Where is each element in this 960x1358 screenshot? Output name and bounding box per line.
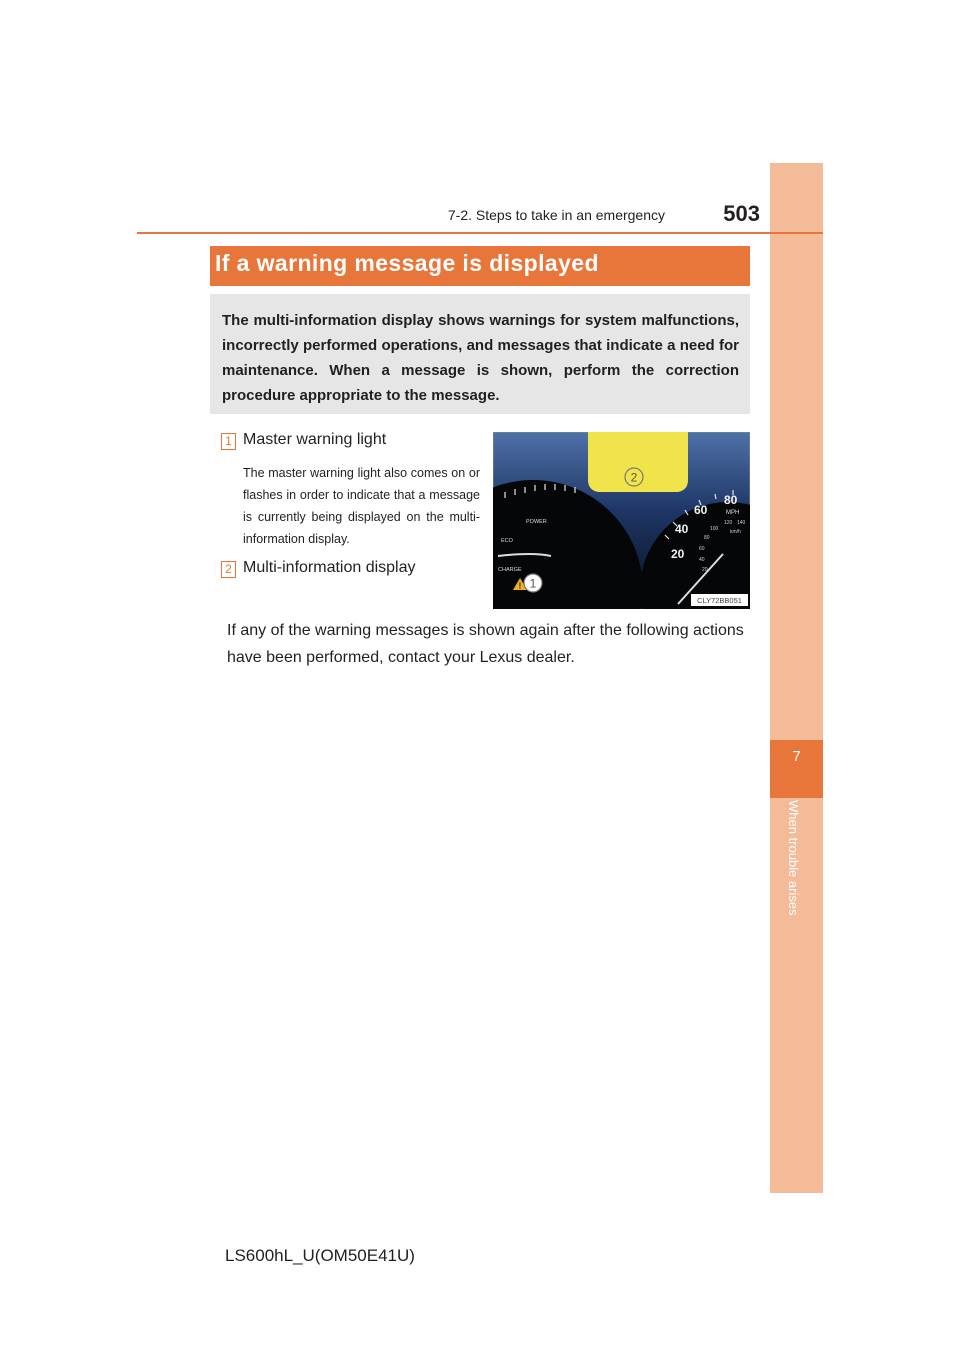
warning-exclamation: ! bbox=[518, 581, 522, 591]
kmh-tick-20: 20 bbox=[702, 567, 708, 573]
illustration-code: CLY72BB051 bbox=[697, 596, 742, 605]
callout-2-label: 2 bbox=[630, 470, 638, 485]
footer-model-code: LS600hL_U(OM50E41U) bbox=[225, 1246, 415, 1265]
label-power: POWER bbox=[526, 519, 547, 525]
mph-tick-20: 20 bbox=[671, 547, 685, 561]
section-header: 7-2. Steps to take in an emergency bbox=[447, 207, 665, 223]
page-title: If a warning message is displayed bbox=[215, 250, 599, 276]
mph-tick-40: 40 bbox=[675, 522, 689, 536]
label-kmh: km/h bbox=[730, 529, 741, 535]
kmh-tick-80: 80 bbox=[704, 535, 710, 541]
kmh-tick-120: 120 bbox=[724, 520, 733, 526]
callout-1-label: 1 bbox=[529, 576, 537, 591]
multi-information-display-area bbox=[588, 432, 688, 492]
chapter-tab-strip bbox=[770, 163, 823, 1193]
item-number-badge: 1 bbox=[221, 433, 236, 450]
label-mph: MPH bbox=[726, 510, 740, 516]
kmh-tick-40: 40 bbox=[699, 557, 705, 563]
mph-tick-80: 80 bbox=[724, 493, 738, 507]
label-eco: ECO bbox=[501, 538, 513, 544]
mph-tick-60: 60 bbox=[694, 503, 708, 517]
item-title-master-warning-light: Master warning light bbox=[243, 431, 387, 448]
intro-text: The multi-information display shows warnings for system malfunctions, incorrectly performed operations, and messages that indicate a need for maintenance. When a message is shown, perform the correction procedure appropriate to the message. bbox=[222, 312, 739, 404]
chapter-label-text: When trouble arises bbox=[786, 800, 801, 916]
page-number: 503 bbox=[723, 201, 760, 226]
item-number-badge: 2 bbox=[221, 561, 236, 578]
instrument-cluster-illustration bbox=[493, 432, 750, 609]
kmh-tick-100: 100 bbox=[710, 526, 719, 532]
item-description: The master warning light also comes on or flashes in order to indicate that a message is currently being displayed on the multi-information display. bbox=[243, 466, 480, 546]
body-paragraph: If any of the warning messages is shown again after the following actions have been performed, contact your Lexus dealer. bbox=[227, 622, 744, 666]
kmh-tick-140: 140 bbox=[737, 520, 746, 526]
kmh-tick-60: 60 bbox=[699, 546, 705, 552]
item-title-multi-information-display: Multi-information display bbox=[243, 559, 416, 576]
label-charge: CHARGE bbox=[498, 567, 522, 573]
chapter-label bbox=[783, 800, 807, 940]
chapter-number: 7 bbox=[792, 748, 801, 765]
header-rule bbox=[137, 232, 823, 234]
